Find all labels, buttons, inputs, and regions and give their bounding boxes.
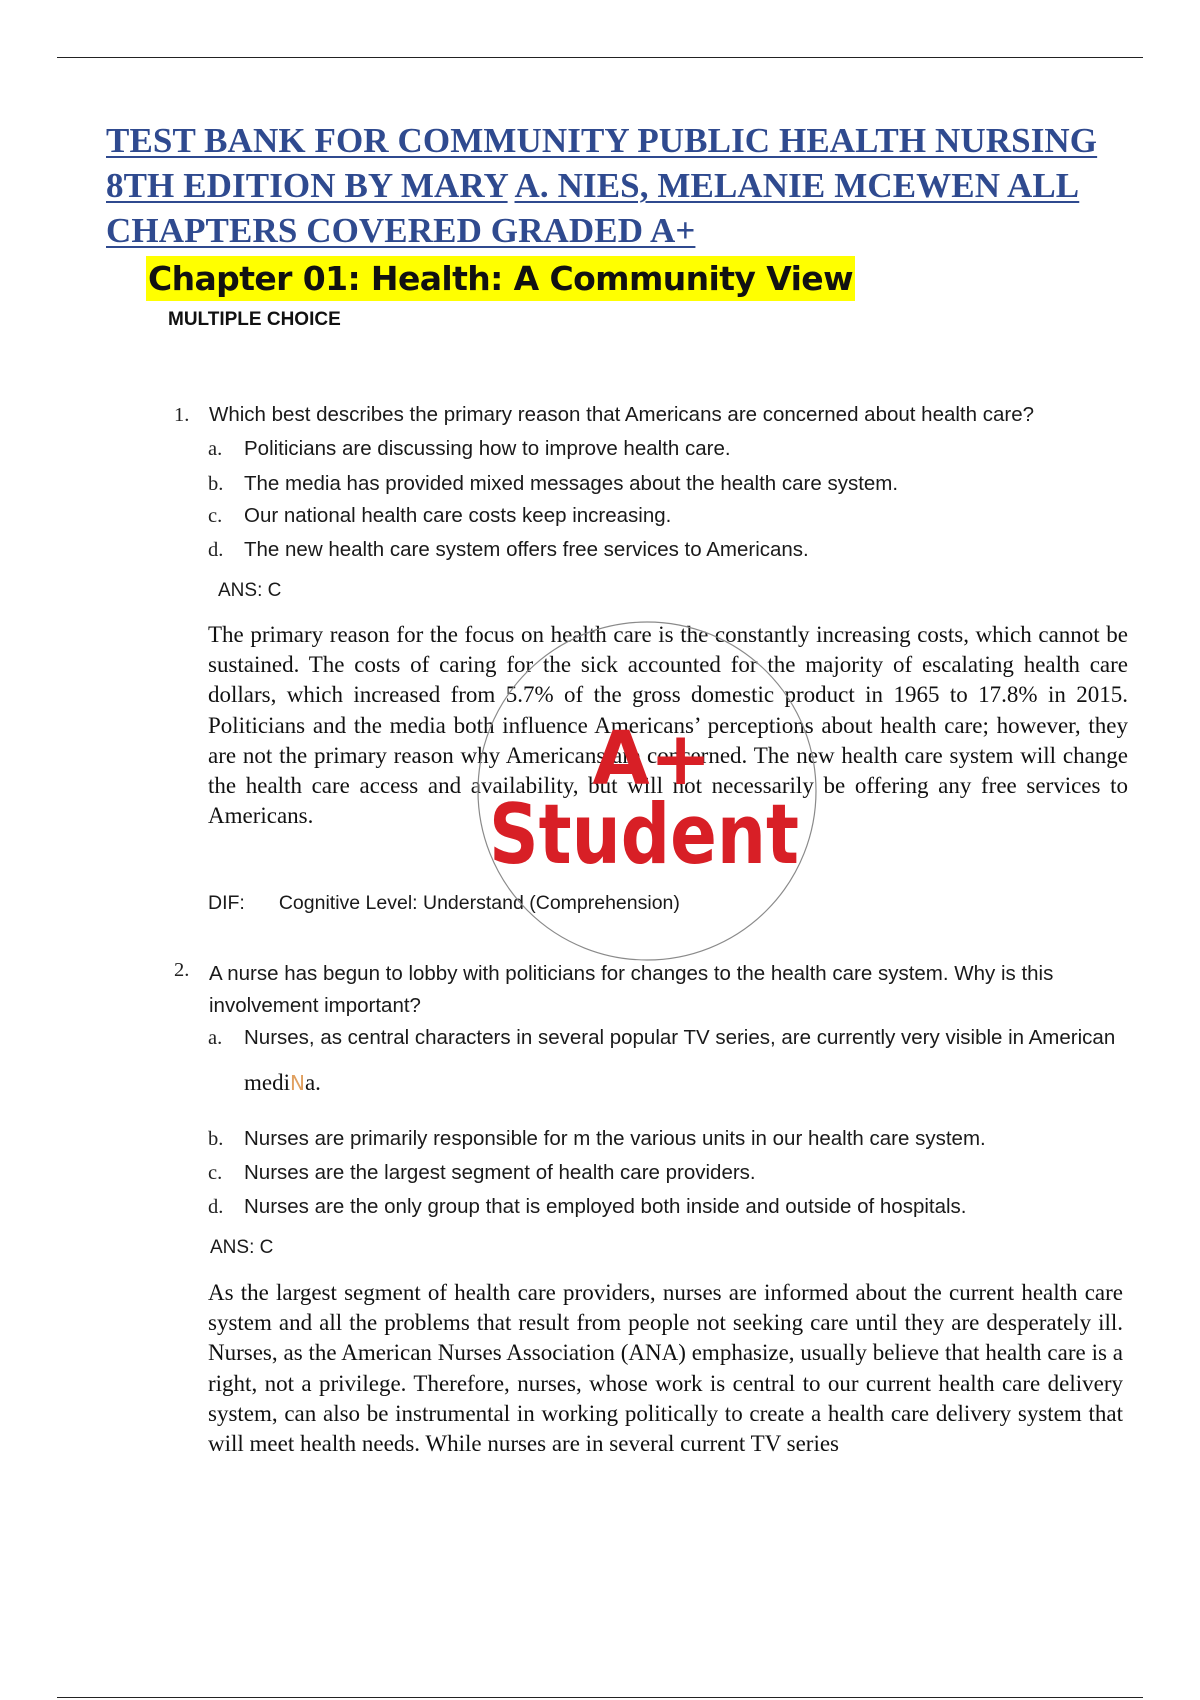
- title-part-2: 8TH EDITION BY MARY: [106, 166, 508, 205]
- question-2-text-line-2: involvement important?: [209, 994, 421, 1017]
- question-2-option-b-letter: b.: [208, 1128, 224, 1150]
- question-2-option-d-letter: d.: [208, 1196, 224, 1218]
- bottom-rule: [57, 1697, 1143, 1698]
- question-1-option-b: The media has provided mixed messages about the health care system.: [244, 472, 899, 495]
- question-1-option-a: Politicians are discussing how to improve health care.: [244, 437, 731, 460]
- title-part-3: A. NIES, MELANIE MCEWEN ALL: [514, 166, 1080, 205]
- question-1-option-c-letter: c.: [208, 505, 223, 527]
- question-2-option-a-continuation: [244, 1070, 321, 1096]
- watermark-line-1: A+: [592, 716, 712, 802]
- title-part-1: TEST BANK FOR COMMUNITY PUBLIC HEALTH NURSING: [106, 121, 1098, 160]
- question-2-option-a-letter: a.: [208, 1027, 223, 1049]
- continuation-end: a.: [304, 1070, 321, 1095]
- question-1-answer: ANS: C: [218, 580, 282, 601]
- question-2-text: [209, 958, 1053, 1022]
- question-2-option-a: Nurses, as central characters in several popular TV series, are currently very visible in American: [244, 1026, 1116, 1049]
- question-1-option-d: The new health care system offers free services to Americans.: [244, 538, 809, 561]
- question-1-option-c: Our national health care costs keep increasing.: [244, 504, 672, 527]
- question-1-option-d-letter: d.: [208, 539, 224, 561]
- section-label: MULTIPLE CHOICE: [168, 309, 341, 330]
- dif-label: DIF:: [208, 892, 245, 914]
- dif-value: Cognitive Level: Understand (Comprehension): [278, 892, 680, 914]
- question-1-difficulty: [208, 892, 680, 915]
- question-1-rationale: The primary reason for the focus on health care is the constantly increasing costs, which cannot be sustained. The costs of caring for the sick accounted for the majority of escalating health care dollars, which increased from 5.7% of the gross domestic product in 1965 to 17.8% in 2015. Politicians and the media both influence Americans’ perceptions about health care; however, they are not the primary reason why Americans are concerned. The new health care system will change the health care access and availability, but will not necessarily be offering any free services to Americans.: [208, 622, 1128, 829]
- question-1-number: 1.: [174, 404, 190, 426]
- question-2-number: 2.: [174, 959, 190, 981]
- top-rule: [57, 57, 1143, 58]
- question-2-option-c-letter: c.: [208, 1162, 223, 1184]
- question-1-text: Which best describes the primary reason that Americans are concerned about health care?: [209, 403, 1034, 426]
- watermark-line-2: Student: [489, 786, 799, 883]
- title-part-4: CHAPTERS COVERED GRADED A+: [106, 211, 696, 250]
- document-title: [106, 118, 1136, 253]
- question-2-option-c: Nurses are the largest segment of health care providers.: [244, 1161, 756, 1184]
- question-2-text-line-1: A nurse has begun to lobby with politicians for changes to the health care system. Why is this: [209, 962, 1054, 985]
- question-1-option-a-letter: a.: [208, 438, 223, 460]
- question-2-option-d: Nurses are the only group that is employed both inside and outside of hospitals.: [244, 1195, 967, 1218]
- question-2-option-b: Nurses are primarily responsible for m the various units in our health care system.: [244, 1127, 986, 1150]
- question-2-answer: ANS: C: [210, 1237, 274, 1258]
- question-2-rationale: As the largest segment of health care providers, nurses are informed about the current health care system and all the problems that result from people not seeking care until they are desperately ill. Nurses, as the American Nurses Association (ANA) emphasize, usually believe that health care is a right, not a privilege. Therefore, nurses, whose work is central to our current health care delivery system, can also be instrumental in working politically to create a health care delivery system that will meet health needs. While nurses are in several current TV series: [208, 1280, 1123, 1457]
- continuation-start: medi: [244, 1070, 290, 1095]
- stray-n-glyph: N: [290, 1071, 305, 1095]
- chapter-heading: Chapter 01: Health: A Community View: [146, 256, 855, 301]
- question-1-option-b-letter: b.: [208, 473, 224, 495]
